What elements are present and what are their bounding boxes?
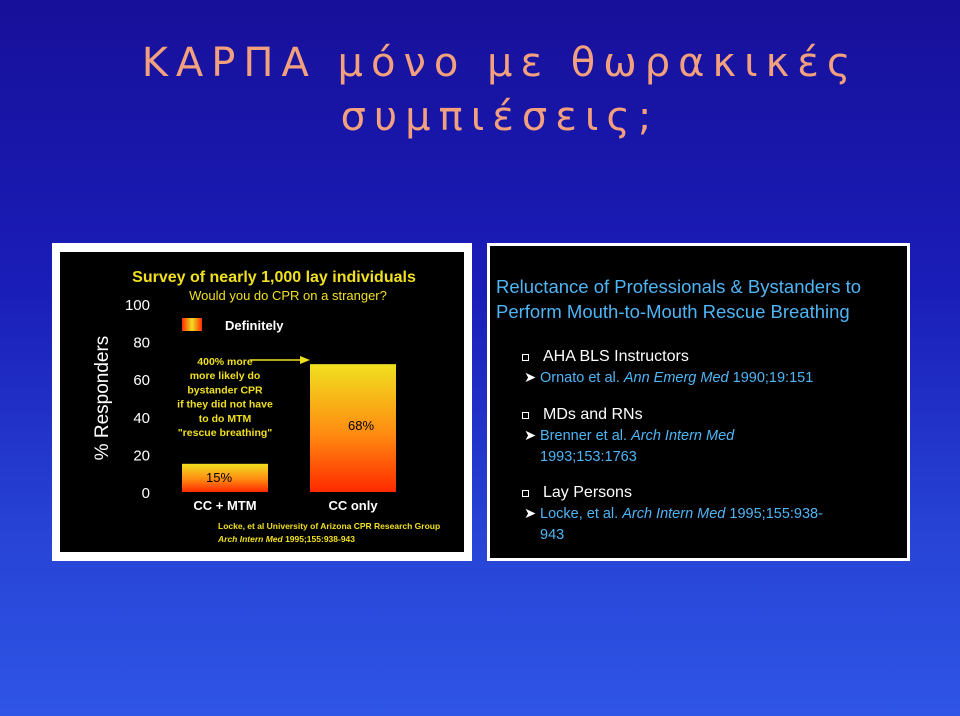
annotation-line: if they did not have: [177, 398, 273, 411]
data-label: 68%: [347, 418, 375, 434]
reference-citation: [522, 426, 902, 468]
arrowhead-icon: ➤: [524, 370, 537, 386]
reference-group-mds: [522, 404, 902, 468]
annotation-line: 400% more: [197, 356, 253, 368]
square-bullet-icon: [522, 412, 529, 419]
y-tick-label: 0: [141, 485, 150, 502]
source-line-1: Locke, et al University of Arizona CPR Research Group: [218, 521, 441, 531]
slide-title-line2: συμπιέσεις;: [340, 94, 660, 140]
citation-author: Ornato et al.: [540, 370, 624, 386]
square-bullet-icon: [522, 490, 529, 497]
annotation-arrow-head: [300, 356, 310, 364]
reference-group-label: MDs and RNs: [543, 406, 643, 423]
legend-swatch: [182, 318, 202, 331]
chart-panel: [52, 243, 472, 561]
reference-group-aha: [522, 346, 902, 389]
arrowhead-icon: ➤: [524, 506, 537, 522]
reference-citation: [522, 504, 902, 546]
references-title: [496, 274, 906, 324]
reference-group-lay: [522, 482, 902, 546]
source-ref: 1995;155:938-943: [282, 534, 356, 544]
citation-journal: Arch Intern Med: [622, 506, 726, 522]
citation-author: Locke, et al.: [540, 506, 623, 522]
reference-group-label: Lay Persons: [543, 484, 632, 501]
y-tick-label: 80: [133, 334, 150, 352]
y-axis-label: % Responders: [92, 335, 113, 461]
citation-journal: Ann Emerg Med: [623, 370, 729, 386]
citation-ref: 1990;19:151: [728, 370, 814, 386]
references-background: [490, 246, 907, 558]
category-label: CC only: [328, 498, 378, 513]
references-title-line1: Reluctance of Professionals & Bystanders to: [496, 276, 862, 297]
y-tick-label: 60: [133, 372, 150, 390]
chart-subtitle: Would you do CPR on a stranger?: [189, 288, 387, 303]
reference-bullet-row: [522, 482, 902, 504]
bar-chart: [60, 252, 464, 552]
source-line-2: [217, 534, 355, 544]
references-panel: [487, 243, 910, 561]
annotation-line: bystander CPR: [187, 384, 263, 397]
source-journal: Arch Intern Med: [218, 534, 283, 544]
reference-bullet-row: [522, 404, 902, 426]
annotation-line: "rescue breathing": [177, 427, 273, 439]
chart-background: [60, 252, 464, 552]
citation-ref: 1995;155:938-: [725, 506, 823, 522]
legend-label: Definitely: [225, 318, 284, 333]
square-bullet-icon: [522, 354, 529, 361]
citation-ref-continued: 943: [540, 527, 565, 543]
slide-title: [80, 36, 920, 144]
annotation-line: more likely do: [189, 370, 261, 383]
category-label: CC + MTM: [193, 498, 257, 513]
citation-journal: Arch Intern Med: [631, 428, 735, 444]
reference-group-label: AHA BLS Instructors: [543, 348, 689, 365]
references-title-line2: Perform Mouth-to-Mouth Rescue Breathing: [496, 301, 850, 322]
reference-citation: [522, 368, 902, 389]
y-tick-label: 20: [133, 447, 150, 465]
chart-title: Survey of nearly 1,000 lay individuals: [132, 269, 416, 286]
arrowhead-icon: ➤: [524, 428, 537, 444]
slide-title-line1: ΚΑΡΠΑ μόνο με θωρακικές: [141, 40, 859, 86]
annotation-line: to do MTM: [198, 412, 252, 425]
data-label: 15%: [205, 469, 233, 485]
y-tick-label: 40: [133, 409, 150, 427]
y-tick-label: 100: [124, 297, 150, 314]
reference-bullet-row: [522, 346, 902, 368]
citation-ref-continued: 1993;153:1763: [540, 449, 637, 465]
citation-author: Brenner et al.: [540, 428, 632, 444]
